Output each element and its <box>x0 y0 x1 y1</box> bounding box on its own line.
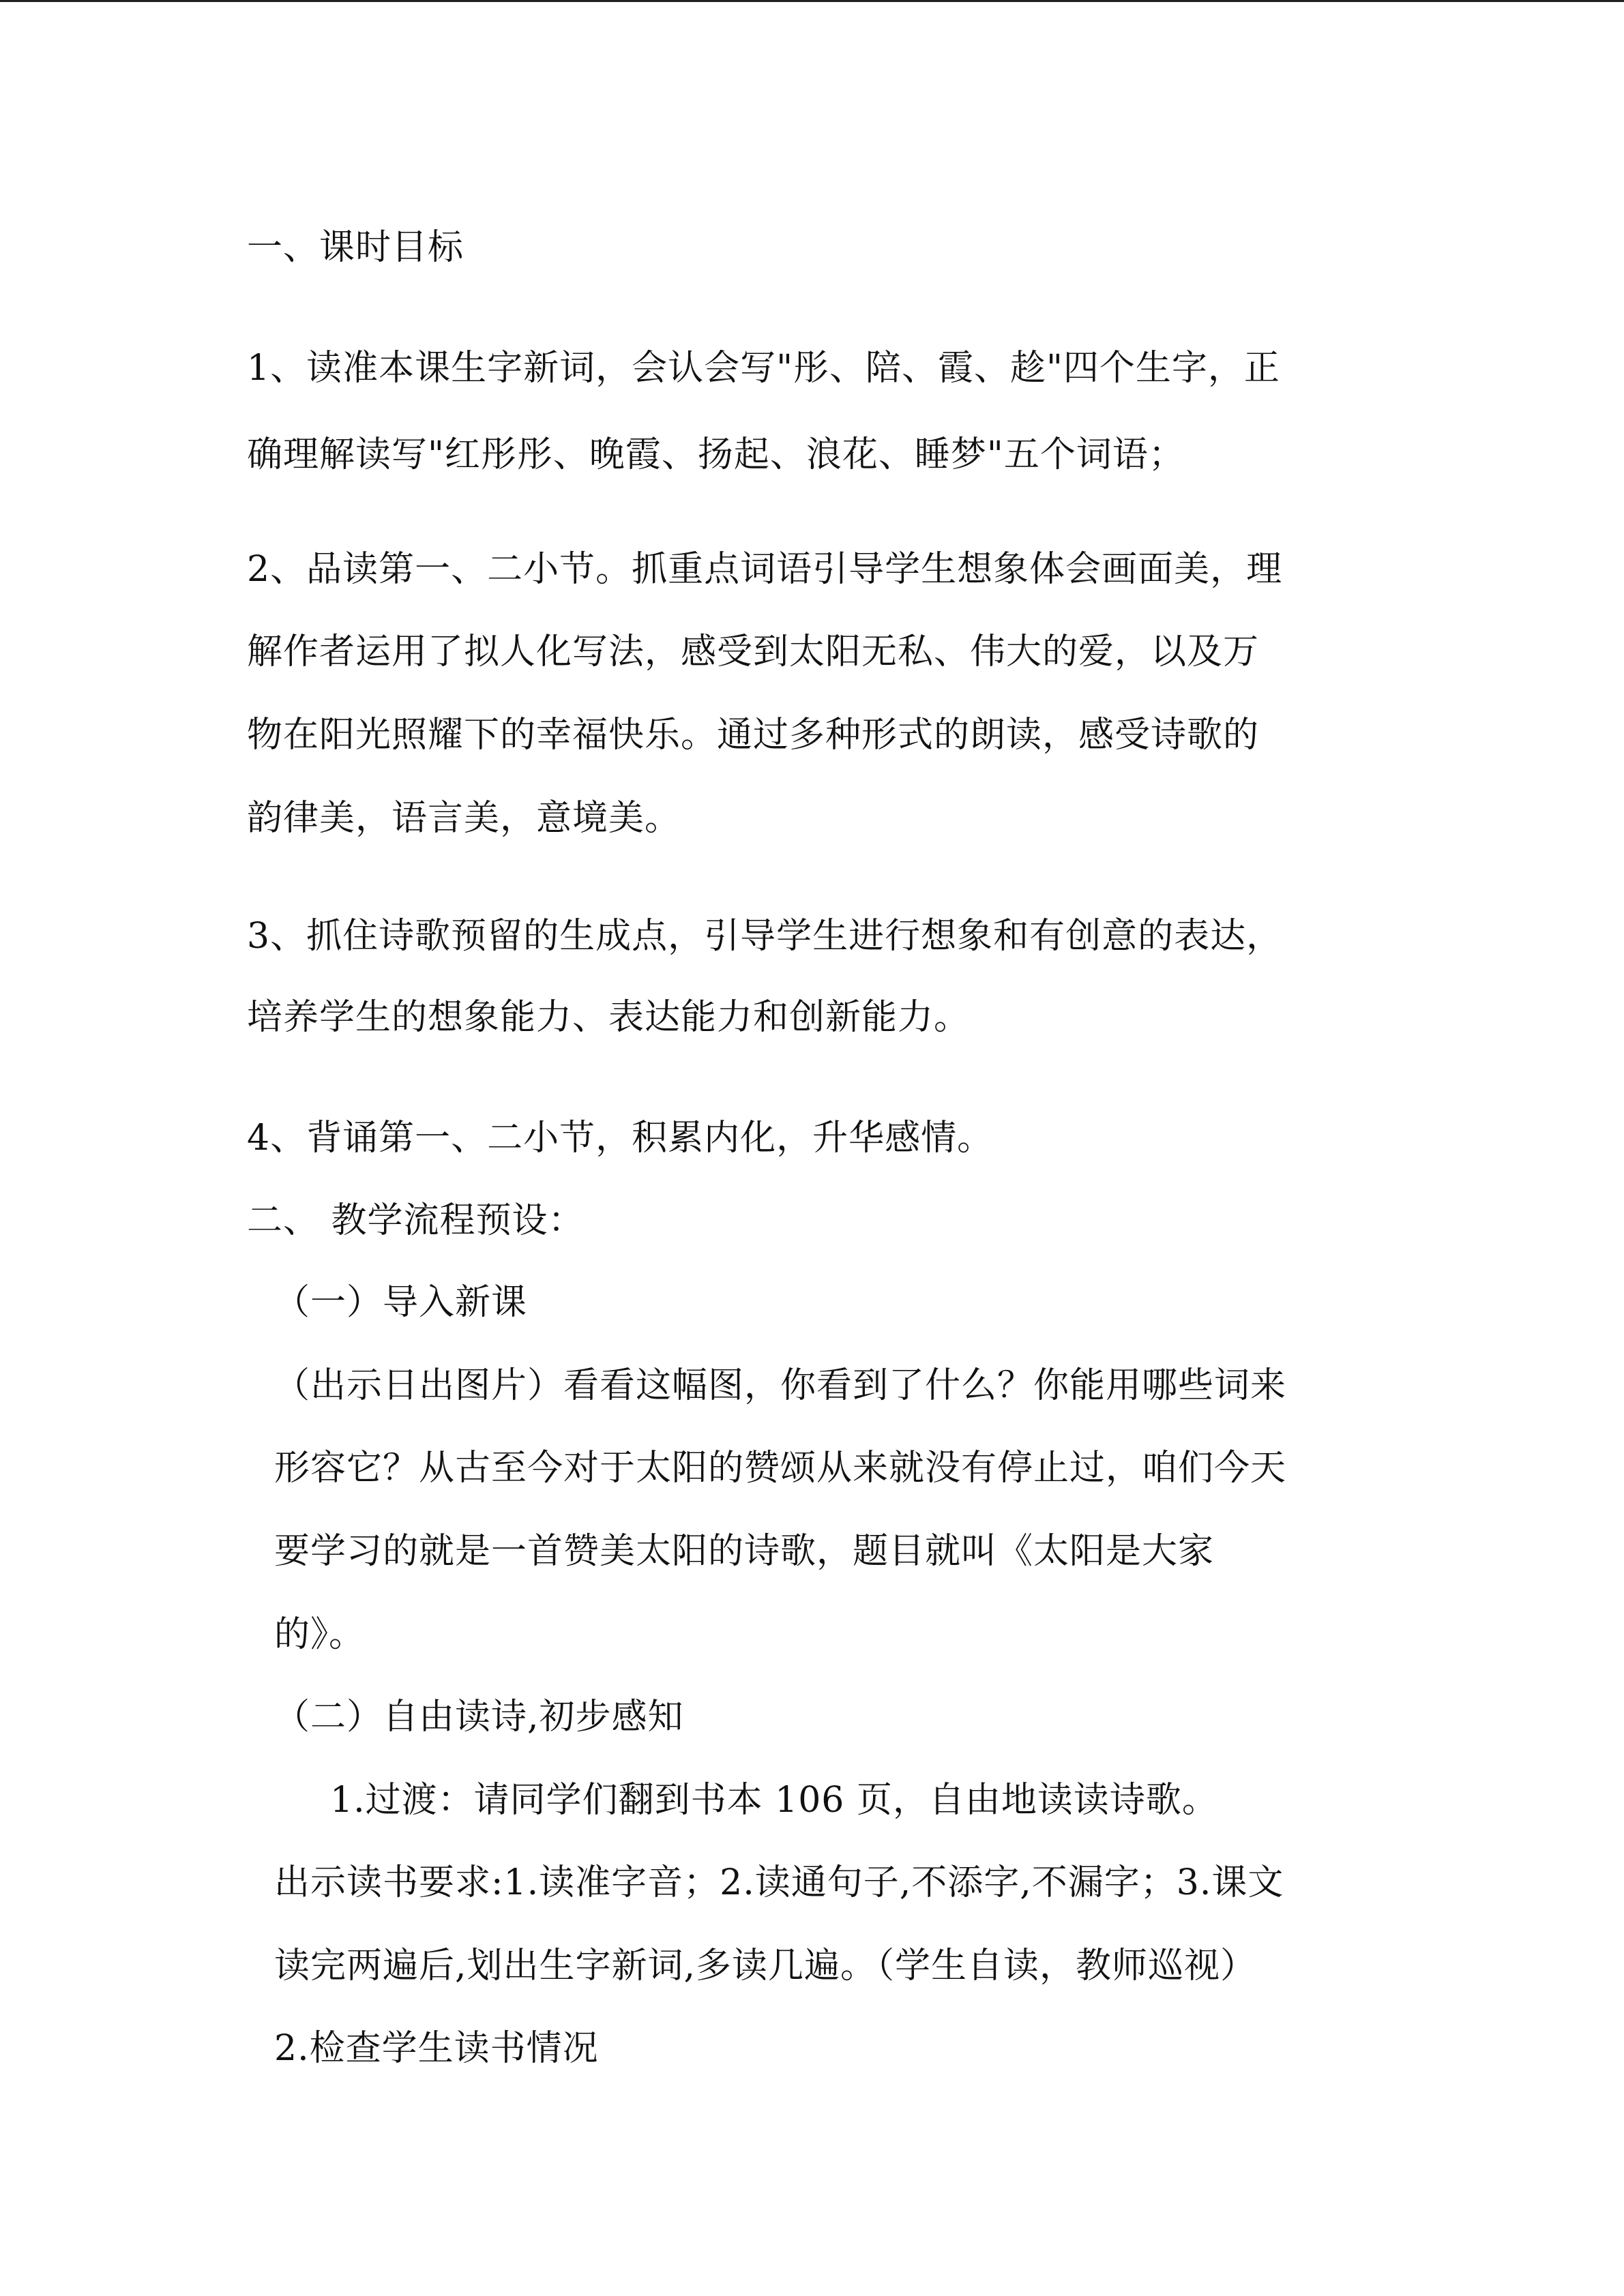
objective-2-line-4: 韵律美，语言美，意境美。 <box>247 798 681 839</box>
page-top-border <box>0 0 1624 2</box>
introduction-line-2: 形容它？从古至今对于太阳的赞颂从来就没有停止过，咱们今天 <box>274 1448 1287 1489</box>
free-reading-line-4: 2.检查学生读书情况 <box>274 2028 599 2069</box>
objective-2-line-2: 解作者运用了拟人化写法，感受到太阳无私、伟大的爱，以及万 <box>247 631 1260 672</box>
introduction-line-3: 要学习的就是一首赞美太阳的诗歌，题目就叫《太阳是大家 <box>274 1531 1215 1572</box>
introduction-line-1: （出示日出图片）看看这幅图，你看到了什么？你能用哪些词来 <box>274 1365 1287 1406</box>
introduction-line-4: 的》。 <box>274 1614 366 1655</box>
free-reading-line-2: 出示读书要求:1.读准字音；2.读通句子,不添字,不漏字；3.课文 <box>274 1862 1284 1903</box>
objective-3-line-2: 培养学生的想象能力、表达能力和创新能力。 <box>247 997 971 1038</box>
objective-3-line-1: 3、抓住诗歌预留的生成点，引导学生进行想象和有创意的表达， <box>247 916 1283 957</box>
objective-2-line-1: 2、品读第一、二小节。抓重点词语引导学生想象体会画面美，理 <box>247 549 1283 590</box>
objective-2-line-3: 物在阳光照耀下的幸福快乐。通过多种形式的朗读，感受诗歌的 <box>247 715 1260 756</box>
subsection-heading-introduction: （一）导入新课 <box>274 1282 528 1323</box>
objective-1-line-1: 1、读准本课生字新词，会认会写"彤、陪、霞、趁"四个生字，正 <box>247 348 1280 389</box>
free-reading-line-3: 读完两遍后,划出生字新词,多读几遍。（学生自读，教师巡视） <box>274 1945 1257 1986</box>
free-reading-line-1: 1.过渡：请同学们翻到书本 106 页，自由地读读诗歌。 <box>330 1780 1218 1821</box>
section-heading-objectives: 一、课时目标 <box>247 227 464 268</box>
objective-4-line-1: 4、背诵第一、二小节，积累内化，升华感情。 <box>247 1118 994 1159</box>
subsection-heading-free-reading: （二）自由读诗,初步感知 <box>274 1697 684 1738</box>
objective-1-line-2: 确理解读写"红彤彤、晚霞、扬起、浪花、睡梦"五个词语； <box>247 434 1185 475</box>
section-heading-teaching-process: 二、 教学流程预设： <box>247 1200 585 1241</box>
